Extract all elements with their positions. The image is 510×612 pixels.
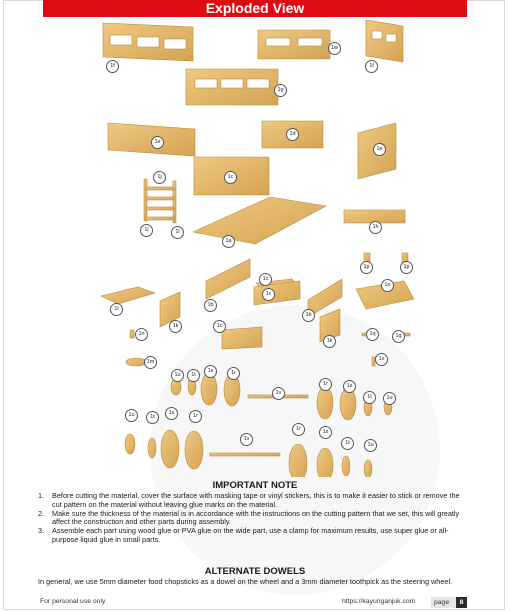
part-label-1c: 1c (224, 171, 237, 184)
wheel-1r-d (289, 444, 307, 477)
part-label-1v: 1v (240, 433, 253, 446)
base-plate-1a (193, 197, 326, 244)
rail-panel-1f-right (366, 20, 403, 62)
page-indicator (431, 597, 467, 608)
part-label-1b: 1b (302, 309, 315, 322)
part-label-1t: 1t (341, 437, 354, 450)
part-label-1t: 1t (187, 369, 200, 382)
part-label-1u: 1u (364, 439, 377, 452)
part-label-1r: 1r (227, 367, 240, 380)
part-label-1n: 1n (135, 328, 148, 341)
alternate-dowels-text: In general, we use 5mm diameter food chopsticks as a dowel on the wheel and a 3mm diameter toothpick as the steering wheel. (38, 577, 453, 586)
page-label: page (434, 599, 450, 606)
part-label-1u: 1u (383, 392, 396, 405)
wheel-1s-d (317, 448, 333, 477)
part-label-1u: 1u (171, 369, 184, 382)
exploded-view-diagram (0, 17, 510, 477)
note-text: Before cutting the material, cover the surface with masking tape or vinyl stickers, this is to make it easier to stick or remove the cut pattern on the material without leaving glue marks on the material. (52, 491, 460, 509)
part-label-1l: 1l (110, 303, 123, 316)
part-label-1r: 1r (189, 410, 202, 423)
part-label-1f: 1f (106, 60, 119, 73)
part-label-1a: 1a (222, 235, 235, 248)
part-label-1x: 1x (375, 353, 388, 366)
note-item (38, 492, 468, 509)
part-label-1e: 1e (373, 143, 386, 156)
part-label-1p: 1p (400, 261, 413, 274)
part-label-1u: 1u (125, 409, 138, 422)
wheel-1s-c (161, 430, 179, 468)
part-label-1c: 1c (213, 320, 226, 333)
part-label-1t: 1t (363, 391, 376, 404)
disc-1m (126, 358, 146, 366)
note-number: 2. (38, 508, 45, 518)
part-label-1i: 1i (171, 226, 184, 239)
part-label-1r: 1r (292, 423, 305, 436)
part-label-1q: 1q (366, 328, 379, 341)
wheel-1r-b (317, 387, 333, 419)
important-note-heading: IMPORTANT NOTE (212, 480, 298, 491)
part-label-1c: 1c (259, 273, 272, 286)
pin-1n (130, 330, 134, 338)
alternate-dowels-heading: ALTERNATE DOWELS (204, 566, 306, 577)
hub-1t-c (148, 438, 156, 458)
part-label-1d: 1d (286, 128, 299, 141)
page-title: Exploded View (43, 0, 467, 17)
part-label-1p: 1p (360, 261, 373, 274)
part-label-1m: 1m (144, 356, 157, 369)
note-text: Assemble each part using wood glue or PVA glue on the wide part, use a clamp for maximum results, use super glue or all-purpose liquid glue in small parts. (52, 526, 449, 544)
part-label-1f: 1f (365, 60, 378, 73)
hub-1t-d (342, 456, 350, 476)
cover-1c (222, 327, 262, 349)
washer-1u-d (364, 460, 372, 477)
axle-1v-b (210, 453, 280, 456)
part-label-1k: 1k (169, 320, 182, 333)
note-number: 1. (38, 491, 45, 500)
wheel-1r-c (185, 431, 203, 469)
part-label-1w: 1w (328, 42, 341, 55)
part-label-1s: 1s (165, 407, 178, 420)
part-label-1g: 1g (274, 84, 287, 97)
part-label-1b: 1b (204, 299, 217, 312)
note-item (38, 527, 468, 544)
part-label-1q: 1q (392, 330, 405, 343)
footer-usage-note: For personal use only (40, 598, 106, 605)
part-label-1s: 1s (343, 380, 356, 393)
side-frame-1b-left (206, 259, 250, 299)
part-label-1o: 1o (381, 279, 394, 292)
part-label-1k: 1k (323, 335, 336, 348)
part-label-1r: 1r (319, 378, 332, 391)
ladder-1j (144, 179, 176, 223)
part-label-1s: 1s (204, 365, 217, 378)
note-text: Make sure the thickness of the material is in accordance with the instructions on the cutting pattern that we set, this will greatly affect the construction and other parts during assembly. (52, 508, 460, 527)
washer-1u-c (125, 434, 135, 454)
note-number: 3. (38, 526, 45, 536)
part-label-1s: 1s (319, 426, 332, 439)
rail-panel-1g (186, 69, 278, 105)
part-label-1e: 1e (151, 136, 164, 149)
footer-website-link[interactable]: https://kayunganjuk.com (342, 598, 416, 605)
part-label-1v: 1v (272, 387, 285, 400)
part-label-1t: 1t (146, 411, 159, 424)
platform-1l (101, 287, 155, 304)
part-label-1c: 1c (262, 288, 275, 301)
important-note-list (38, 492, 468, 545)
rail-panel-1w (258, 30, 330, 59)
part-label-1j: 1j (153, 171, 166, 184)
rail-panel-1f-left (103, 23, 193, 61)
part-label-1i: 1i (140, 224, 153, 237)
note-item (38, 510, 468, 527)
part-label-1h: 1h (369, 221, 382, 234)
exploded-view-drawing (0, 17, 510, 477)
page-number: 8 (456, 597, 467, 608)
